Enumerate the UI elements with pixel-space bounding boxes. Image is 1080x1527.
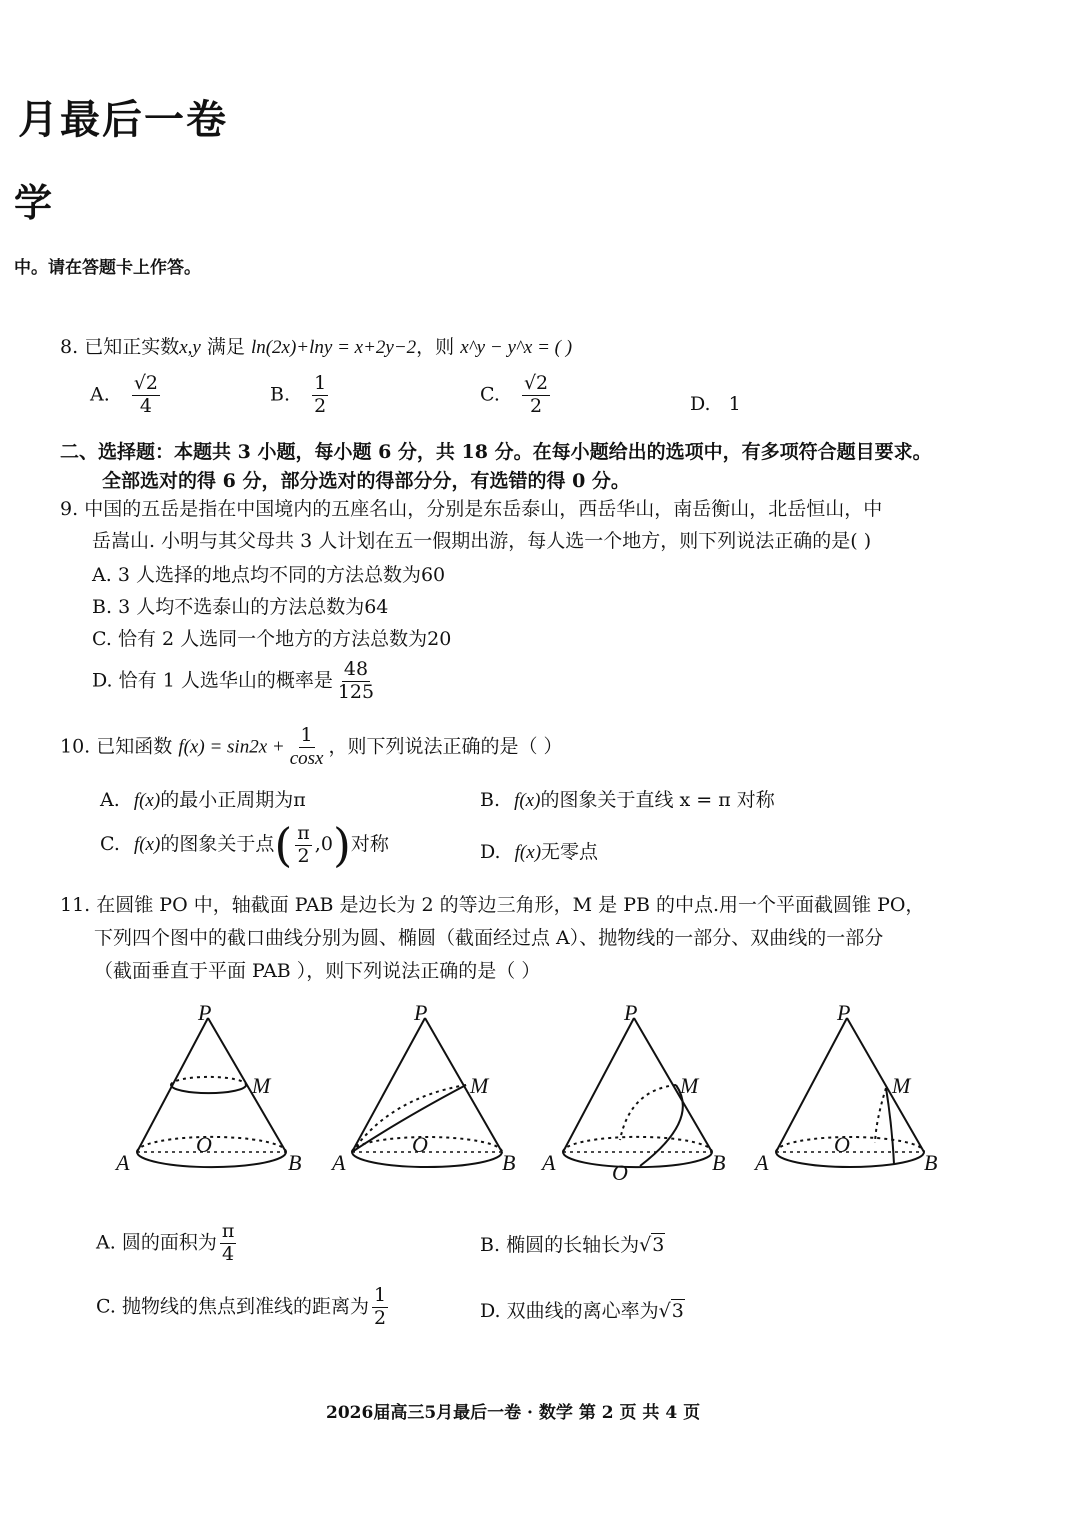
label-apex: P [198, 1000, 212, 1025]
subject-title: 学 [14, 180, 55, 225]
label-center: O [412, 1132, 428, 1157]
q8-expression: x^y − y^x = ( ) [460, 337, 573, 358]
option-func: f(x) [514, 842, 542, 863]
option-text: 恰有 2 人选同一个地方的方法总数为20 [117, 628, 452, 650]
option-label: A. [100, 789, 120, 811]
question-11-line3: （截面垂直于平面 PAB ），则下列说法正确的是（ ） [94, 960, 541, 982]
q9-text: 中国的五岳是指在中国境内的五座名山，分别是东岳泰山，西岳华山，南岳衡山，北岳恒山，中 [84, 498, 883, 520]
option-label: D. [480, 1300, 501, 1322]
option-text: 抛物线的焦点到准线的距离为 [121, 1295, 369, 1318]
q10-function: f(x) = sin2x + [178, 736, 285, 758]
q8-stem-after: ，则 [416, 336, 455, 358]
fraction-denominator: 4 [139, 394, 152, 417]
option-func: f(x) [133, 834, 161, 855]
option-label: C. [92, 628, 112, 650]
q11-option-a[interactable] [96, 1222, 239, 1265]
label-center: O [834, 1132, 850, 1157]
page-footer: 2026届高三5月最后一卷 · 数学 第 2 页 共 4 页 [326, 1403, 701, 1423]
q8-equation: ln(2x)+lny = x+2y−2 [250, 337, 417, 358]
label-left: A [116, 1150, 130, 1175]
label-right: B [288, 1150, 302, 1175]
option-func: f(x) [133, 790, 161, 811]
q8-stem-mid: 满足 [206, 336, 245, 358]
option-text: 3 人均不选泰山的方法总数为64 [118, 596, 389, 618]
q10-suffix: ，则下列说法正确的是（ ） [328, 735, 563, 758]
option-func: f(x) [514, 790, 541, 811]
fraction-numerator: 1 [300, 724, 313, 746]
option-label: D. [480, 841, 501, 863]
label-center: O [612, 1160, 628, 1185]
label-apex: P [837, 1000, 851, 1025]
cone-figure-ellipse [330, 1000, 515, 1175]
q11-option-b[interactable] [480, 1233, 665, 1258]
label-left: A [332, 1150, 346, 1175]
label-mid: M [252, 1073, 271, 1098]
label-left: A [542, 1150, 556, 1175]
label-apex: P [624, 1000, 638, 1025]
option-label: B. [270, 383, 291, 406]
fraction-numerator: 1 [373, 1284, 387, 1306]
option-text: 的图象关于直线 x = π 对称 [540, 789, 775, 811]
coordinate-tail: ,0 [314, 833, 333, 855]
section-2-rules: 全部选对的得 6 分，部分选对的得部分分，有选错的得 0 分。 [102, 470, 630, 492]
option-text: 椭圆的长轴长为 [506, 1234, 640, 1256]
left-paren: ( [274, 818, 293, 872]
fraction-denominator: 125 [337, 680, 375, 703]
label-right: B [502, 1150, 516, 1175]
sqrt-expression: √3 [639, 1234, 665, 1256]
option-value: 1 [728, 393, 741, 415]
label-apex: P [414, 1000, 428, 1025]
q10-number: 10. [60, 735, 91, 758]
sqrt-expression: √3 [658, 1300, 684, 1322]
fraction-denominator: 2 [373, 1306, 387, 1329]
cone-figure-circle [114, 1000, 301, 1175]
q11-option-d[interactable] [480, 1299, 685, 1324]
label-right: B [712, 1150, 726, 1175]
option-text: 恰有 1 人选华山的概率是 [118, 669, 333, 692]
option-text: 无零点 [541, 841, 599, 863]
option-label: D. [92, 669, 113, 692]
label-left: A [755, 1150, 769, 1175]
label-center: O [196, 1132, 212, 1157]
label-mid: M [470, 1073, 489, 1098]
radicand: 3 [652, 1234, 665, 1256]
question-9-line2: 岳嵩山. 小明与其父母共 3 人计划在五一假期出游，每人选一个地方，则下列说法正确的是( ) [92, 530, 872, 552]
right-paren: ) [332, 818, 351, 872]
option-label: A. [90, 383, 110, 406]
fraction-denominator: cosx [289, 747, 324, 769]
q8-number: 8. [60, 336, 79, 358]
option-label: A. [96, 1231, 116, 1254]
page-title: 月最后一卷 [18, 96, 228, 143]
q9-number: 9. [60, 498, 79, 520]
fraction-numerator: π [221, 1220, 235, 1242]
option-text: 的最小正周期为π [160, 789, 306, 811]
option-text-after: 对称 [350, 833, 389, 855]
fraction-numerator: 48 [343, 658, 369, 680]
option-label: C. [100, 833, 120, 855]
cone-figure-parabola [540, 1000, 725, 1185]
option-label: B. [92, 596, 113, 618]
fraction-numerator: π [297, 821, 310, 844]
option-label: D. [690, 393, 711, 415]
option-label: C. [96, 1295, 116, 1318]
fraction-numerator: √2 [133, 372, 159, 394]
fraction-denominator: 4 [222, 1242, 235, 1265]
option-label: A. [92, 564, 112, 586]
label-mid: M [892, 1073, 911, 1098]
q11-number: 11. [60, 894, 91, 916]
instruction-text: 中。请在答题卡上作答。 [14, 258, 201, 278]
option-text: 圆的面积为 [121, 1231, 217, 1254]
question-11-line2: 下列四个图中的截口曲线分别为圆、椭圆（截面经过点 A）、抛物线的一部分、双曲线的一部分 [94, 927, 884, 949]
radicand: 3 [671, 1300, 684, 1322]
fraction-numerator: 1 [314, 372, 327, 394]
q11-text: 在圆锥 PO 中，轴截面 PAB 是边长为 2 的等边三角形，M 是 PB 的中点.用一个平面截圆锥 PO， [96, 894, 925, 916]
q8-stem-prefix: 已知正实数 [84, 336, 180, 358]
option-label: B. [480, 789, 501, 811]
fraction-denominator: 2 [530, 394, 543, 417]
q10-prefix: 已知函数 [96, 735, 173, 758]
option-text: 的图象关于点 [160, 833, 275, 855]
option-text: 3 人选择的地点均不同的方法总数为60 [117, 564, 446, 586]
fraction-numerator: √2 [523, 372, 549, 394]
section-2-heading: 二、选择题：本题共 3 小题，每小题 6 分，共 18 分。在每小题给出的选项中，有多项符合题目要求。 [60, 441, 932, 463]
fraction-denominator: 2 [297, 844, 310, 867]
label-mid: M [680, 1073, 699, 1098]
option-label: B. [480, 1234, 501, 1256]
label-right: B [924, 1150, 938, 1175]
q11-option-c[interactable] [96, 1286, 391, 1329]
cone-figure-hyperbola [753, 1000, 937, 1175]
fraction-denominator: 2 [314, 394, 327, 417]
option-label: C. [480, 383, 500, 406]
q8-vars: x,y [179, 337, 201, 358]
option-text: 双曲线的离心率为 [506, 1300, 659, 1322]
